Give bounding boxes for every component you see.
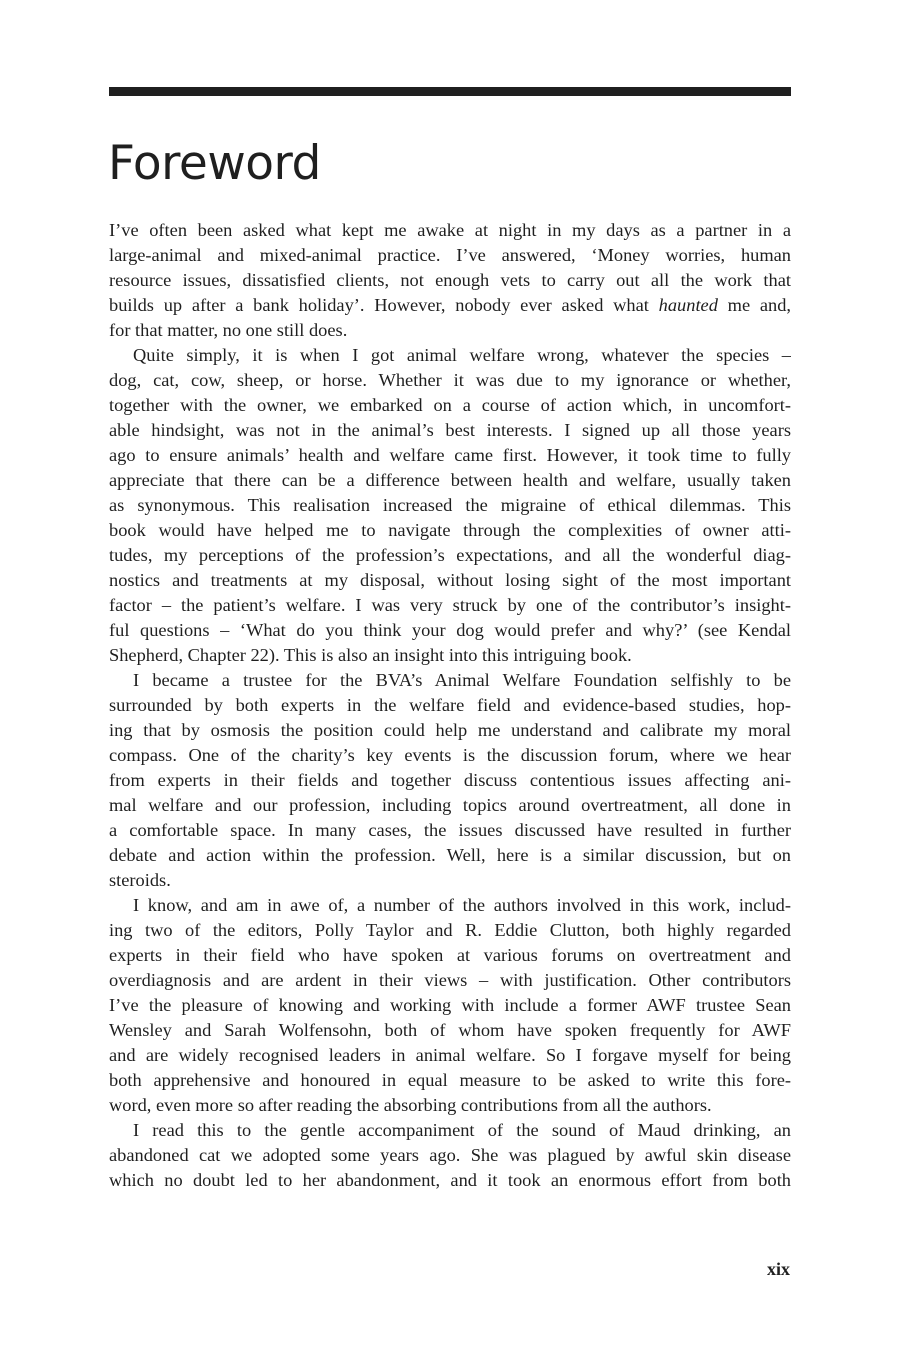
- text-line: experts in their field who have spoken at various forums on overtreatment and: [109, 945, 791, 965]
- emphasis-text: haunted: [658, 295, 718, 315]
- text-line: and are widely recognised leaders in animal welfare. So I forgave myself for being: [109, 1045, 791, 1065]
- page-title: Foreword: [108, 136, 321, 191]
- paragraph: [109, 343, 791, 668]
- text-line: steroids.: [109, 870, 171, 890]
- text-line: resource issues, dissatisfied clients, not enough vets to carry out all the work that: [109, 270, 791, 290]
- text-line: a comfortable space. In many cases, the issues discussed have resulted in further: [109, 820, 791, 840]
- text-line: both apprehensive and honoured in equal measure to be asked to write this fore-: [109, 1070, 791, 1090]
- text-line: book would have helped me to navigate through the complexities of owner atti-: [109, 520, 791, 540]
- text-line: debate and action within the profession. Well, here is a similar discussion, but on: [109, 845, 791, 865]
- text-line: ago to ensure animals’ health and welfare came first. However, it took time to fully: [109, 445, 791, 465]
- text-line: which no doubt led to her abandonment, and it took an enormous effort from both: [109, 1170, 791, 1190]
- text-line: I’ve often been asked what kept me awake at night in my days as a partner in a: [109, 220, 791, 240]
- body-text: [109, 218, 791, 1193]
- text-line: Shepherd, Chapter 22). This is also an insight into this intriguing book.: [109, 645, 632, 665]
- text-line: appreciate that there can be a difference between health and welfare, usually taken: [109, 470, 791, 490]
- text-line: from experts in their fields and together discuss contentious issues affecting ani-: [109, 770, 791, 790]
- text-line: mal welfare and our profession, including topics around overtreatment, all done in: [109, 795, 791, 815]
- paragraph: [109, 218, 791, 343]
- text-line: compass. One of the charity’s key events is the discussion forum, where we hear: [109, 745, 791, 765]
- text-line: builds up after a bank holiday’. However, nobody ever asked what haunted me and,: [109, 295, 791, 315]
- text-line: I know, and am in awe of, a number of the authors involved in this work, includ-: [133, 895, 791, 915]
- text-line: ing that by osmosis the position could help me understand and calibrate my moral: [109, 720, 791, 740]
- paragraph: [109, 668, 791, 893]
- text-line: dog, cat, cow, sheep, or horse. Whether it was due to my ignorance or whether,: [109, 370, 791, 390]
- text-line: I’ve the pleasure of knowing and working with include a former AWF trustee Sean: [109, 995, 791, 1015]
- text-line: surrounded by both experts in the welfare field and evidence-based studies, hop-: [109, 695, 791, 715]
- text-line: word, even more so after reading the absorbing contributions from all the authors.: [109, 1095, 712, 1115]
- paragraph: [109, 893, 791, 1118]
- text-line: I became a trustee for the BVA’s Animal Welfare Foundation selfishly to be: [133, 670, 791, 690]
- text-line: able hindsight, was not in the animal’s best interests. I signed up all those years: [109, 420, 791, 440]
- text-line: abandoned cat we adopted some years ago. She was plagued by awful skin disease: [109, 1145, 791, 1165]
- text-line: tudes, my perceptions of the profession’s expectations, and all the wonderful diag-: [109, 545, 791, 565]
- text-line: Wensley and Sarah Wolfensohn, both of whom have spoken frequently for AWF: [109, 1020, 791, 1040]
- text-line: overdiagnosis and are ardent in their views – with justification. Other contributors: [109, 970, 791, 990]
- text-line: factor – the patient’s welfare. I was very struck by one of the contributor’s insight-: [109, 595, 791, 615]
- chapter-top-rule: [109, 87, 791, 96]
- text-line: Quite simply, it is when I got animal welfare wrong, whatever the species –: [133, 345, 791, 365]
- text-line: ing two of the editors, Polly Taylor and R. Eddie Clutton, both highly regarded: [109, 920, 791, 940]
- text-line: together with the owner, we embarked on a course of action which, in uncomfort-: [109, 395, 791, 415]
- text-line: for that matter, no one still does.: [109, 320, 348, 340]
- paragraph: [109, 1118, 791, 1193]
- text-line: as synonymous. This realisation increased the migraine of ethical dilemmas. This: [109, 495, 791, 515]
- text-line: ful questions – ‘What do you think your dog would prefer and why?’ (see Kendal: [109, 620, 791, 640]
- text-line: large-animal and mixed-animal practice. I’ve answered, ‘Money worries, human: [109, 245, 791, 265]
- text-line: I read this to the gentle accompaniment of the sound of Maud drinking, an: [133, 1120, 791, 1140]
- text-line: nostics and treatments at my disposal, without losing sight of the most important: [109, 570, 791, 590]
- page-number: xix: [766, 1259, 790, 1279]
